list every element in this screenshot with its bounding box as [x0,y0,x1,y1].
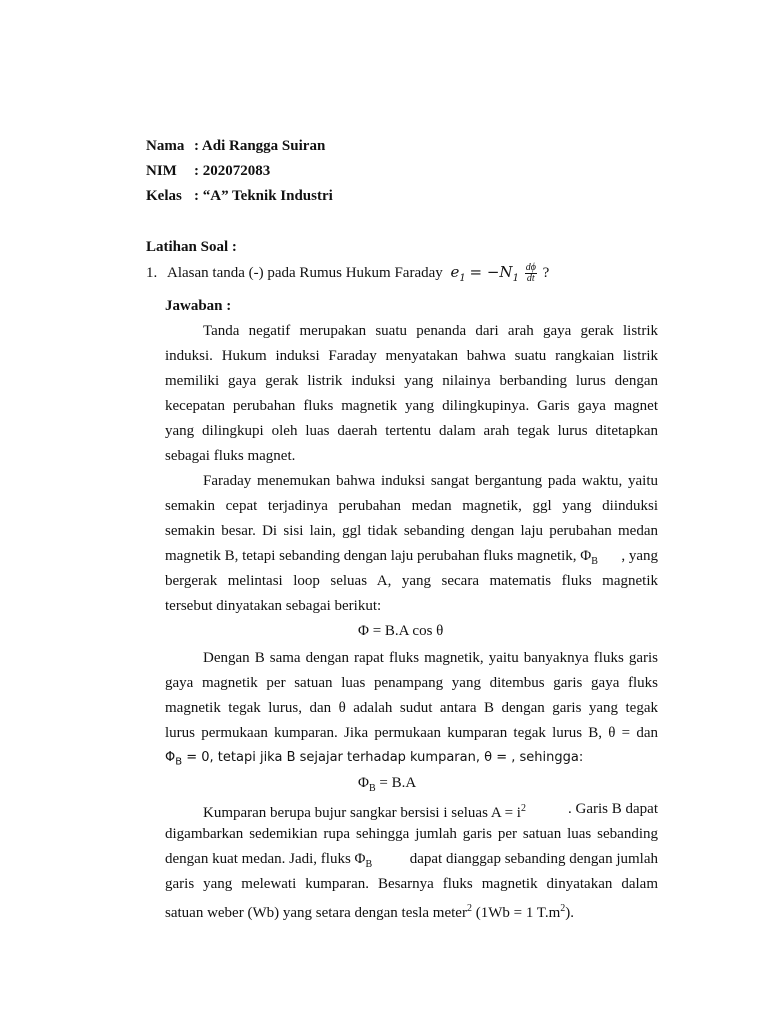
p4-line [165,850,658,874]
p2-line: tersebut dinyatakan sebagai berikut: [165,598,382,614]
formula-lhs: e [450,263,460,281]
p2-line: Faraday menemukan bahwa induksi sangat bergantung pada waktu, yaitu [203,473,658,489]
nama-label: Nama [146,138,185,154]
formula-numerator: dϕ [525,262,536,274]
section-title: Latihan Soal : [146,239,237,255]
p1-line: sebagai fluks magnet. [165,448,296,464]
formula-lhs-sub: 1 [459,273,466,284]
formula-n-sub: 1 [512,273,519,284]
equation-flux-ba [358,775,416,794]
p1-line: induksi. Hukum induksi Faraday menyatakan bahwa suatu rangkaian listrik [165,348,658,364]
square-sup: 2 [520,803,526,814]
p4-line3-text: dengan kuat medan. Jadi, fluks Φ [165,851,366,867]
p4-line [165,900,574,922]
p3-line [165,749,583,772]
p2-line4-text: magnetik B, tetapi sebanding dengan laju perubahan fluks magnetik, Φ [165,548,592,564]
square-sup: 2 [560,903,566,914]
phi-symbol: Φ [358,775,369,791]
kelas-label: Kelas [146,188,182,204]
formula-fraction [525,263,537,284]
nama-value: : Adi Rangga Suiran [194,138,326,154]
kelas-value: : “A” Teknik Industri [194,188,333,204]
question-mark: ? [542,265,550,281]
phi-b-sub: B [365,859,373,870]
answer-label: Jawaban : [165,298,232,314]
unit-equation: (1Wb = 1 T.m [471,905,561,921]
p4-line: digambarkan sedemikian rupa sehingga jumlah garis per satuan luas sebanding [165,826,658,842]
p2-line: semakin cepat terjadinya perubahan medan magnetik, ggl yang diinduksi [165,498,658,514]
p4-line1-text: Kumparan berupa bujur sangkar bersisi i seluas A = i [203,805,521,821]
question-text: Alasan tanda (-) pada Rumus Hukum Faraday [167,265,443,281]
phi-symbol: Φ [165,750,176,765]
phi-b-sub: B [368,783,376,794]
nim-label: NIM [146,163,177,179]
phi-b-sub: B [175,756,183,768]
equation-flux: Φ = B.A cos θ [358,623,444,639]
equation-rhs: = B.A [375,775,417,791]
p2-line: semakin besar. Di sisi lain, ggl tidak sebanding dengan laju perubahan medan [165,523,658,539]
p4-line: garis yang melewati kumparan. Besarnya fluks magnetik dinyatakan dalam [165,876,658,892]
p4-line [203,800,658,822]
p2-line: bergerak melintasi loop seluas A, yang secara matematis fluks magnetik [165,573,658,589]
p4-line1-end: . Garis B dapat [568,801,658,817]
p3-line: gaya magnetik per satuan luas penampang yang ditembus garis gaya fluks [165,675,658,691]
p2-line4-end: , yang [621,548,658,564]
p1-line: memiliki gaya gerak listrik induksi yang nilainya berbanding lurus dengan [165,373,658,389]
closing-paren: ). [565,905,575,921]
formula-denominator: dt [526,273,535,285]
p4-line3-end: dapat dianggap sebanding dengan jumlah [409,851,658,867]
question-number: 1. [146,265,158,281]
question-1 [146,263,549,288]
p2-line [165,547,658,571]
formula-eq: = −N [469,263,513,281]
p1-line: kecepatan perubahan fluks magnetik yang dilingkupinya. Garis gaya magnet [165,398,658,414]
phi-b-sub: B [591,556,598,567]
p3-line5-text: = 0, tetapi jika B sejajar terhadap kumparan, θ = , sehingga: [182,750,584,765]
p3-line: lurus permukaan kumparan. Jika permukaan kumparan tegak lurus B, θ = dan [165,725,658,741]
p1-line: yang dilingkupi oleh luas daerah tertentu dalam arah tegak lurus ditetapkan [165,423,658,439]
square-sup: 2 [466,903,472,914]
p3-line: magnetik tegak lurus, dan θ adalah sudut antara B dengan garis yang tegak [165,700,658,716]
p3-line: Dengan B sama dengan rapat fluks magnetik, yaitu banyaknya fluks garis [203,650,658,666]
nim-value: : 202072083 [194,163,271,179]
p1-line: Tanda negatif merupakan suatu penanda dari arah gaya gerak listrik [203,323,658,339]
p4-line5-text: satuan weber (Wb) yang setara dengan tesla meter [165,905,467,921]
